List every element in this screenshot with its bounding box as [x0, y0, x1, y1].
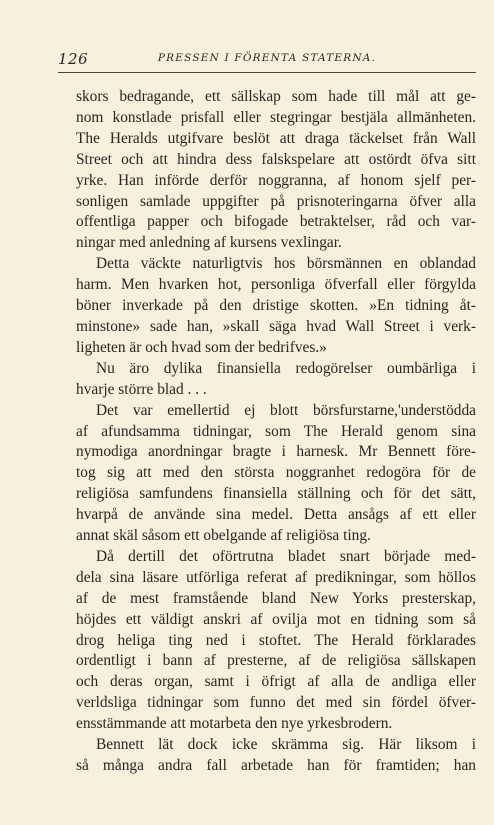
running-title: PRESSEN I FÖRENTA STATERNA.: [157, 52, 377, 64]
page-number: 126: [58, 50, 89, 68]
text-line: harm. Men hvarken hot, personliga öfverfall eller förgylda: [76, 276, 476, 294]
text-line: Då dertill det oförtrutna bladet snart började med-: [96, 547, 476, 565]
text-line: Bennett lät dock icke skrämma sig. Här liksom i: [96, 736, 476, 754]
text-line: skors bedragande, ett sällskap som hade till mål att ge-: [76, 88, 476, 105]
text-line: ordentligt i bann af presterne, af de religiösa sällskapen: [76, 652, 476, 670]
text-line: Nu äro dylika finansiella redogörelser oumbärliga i: [96, 359, 476, 377]
text-line: drog heliga ting ned i stoftet. The Herald förklarades: [76, 631, 476, 649]
text-line: minstone» sade han, »skall säga hvad Wall Street i verk-: [76, 317, 476, 335]
text-line: ningar med anledning af kursens vexlingar.: [76, 234, 342, 252]
text-line: tog sig att med den största noggranhet redogöra för de: [76, 464, 476, 482]
text-line: böner inverkade på den dristige skotten. »En tidning åt-: [76, 297, 476, 315]
text-line: af de mest framstående bland New Yorks presterskap,: [76, 589, 476, 607]
text-line: så många andra fall arbetade han för framtiden; han: [76, 757, 476, 774]
text-line: The Heralds utgifvare beslöt att draga täckelset från Wall: [76, 129, 476, 147]
text-line: höjdes ett väldigt anskri af ovilja mot en tidning som så: [76, 610, 476, 628]
text-line: offentliga papper och bifogade betraktelser, råd och var-: [76, 213, 476, 231]
text-line: Det var emellertid ej blott börsfurstarne,'understödda: [96, 401, 476, 419]
page-header: [58, 50, 476, 70]
text-line: verldsliga tidningar som funno det med sin fördel öfver-: [76, 694, 476, 712]
text-line: nom konstlade prisfall eller stegringar bestjäla allmänheten.: [76, 108, 476, 126]
text-line: religiösa samfundens finansiella ställning och för det sätt,: [76, 485, 476, 503]
text-line: Street och att hindra dess falskspelare att ostördt öfva sitt: [76, 150, 476, 168]
text-line: af afundsamma tidningar, som The Herald genom sina: [76, 422, 476, 440]
text-line: hvarpå de använde sina medel. Detta ansågs af ett eller: [76, 506, 476, 524]
text-line: ligheten är och hvad som der bedrifves.»: [76, 338, 327, 356]
header-rule: [58, 72, 476, 73]
body-text: [76, 87, 476, 777]
text-line: annat skäl såsom ett obelgande af religiösa ting.: [76, 527, 371, 545]
text-line: sonligen samlade uppgifter på prisnoteringarna öfver alla: [76, 192, 476, 210]
text-line: yrke. Han införde derför noggranna, af honom sjelf per-: [76, 171, 476, 189]
text-line: och deras organ, samt i öfrigt af alla de andliga eller: [76, 673, 476, 691]
text-line: hvarje större blad . . .: [76, 380, 207, 398]
text-line: ensstämmande att motarbeta den nye yrkesbrodern.: [76, 715, 393, 733]
text-line: dela sina läsare utförliga referat af predikningar, som höllos: [76, 568, 476, 586]
text-line: Detta väckte naturligtvis hos börsmännen en oblandad: [96, 255, 476, 273]
text-line: nymodiga anordningar bragte i harnesk. Mr Bennett före-: [76, 443, 476, 461]
